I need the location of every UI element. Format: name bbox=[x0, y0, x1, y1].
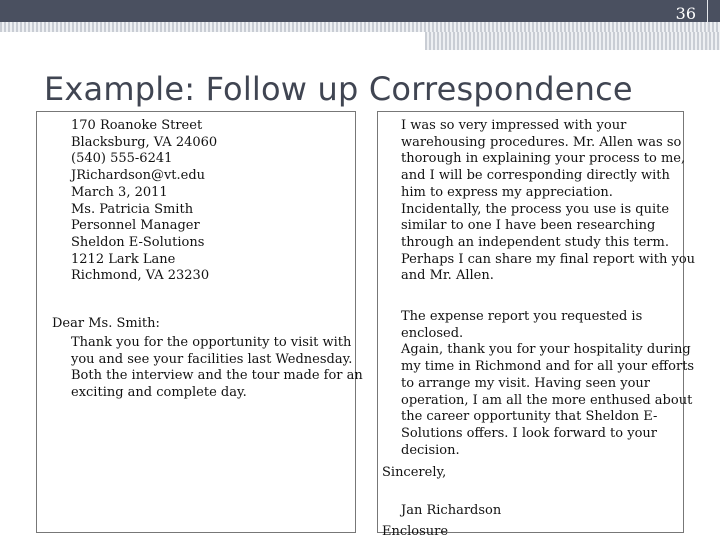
body-line: Solutions offers. I look forward to your bbox=[401, 425, 657, 441]
signature-name: Jan Richardson bbox=[401, 503, 502, 518]
address-line: Ms. Patricia Smith bbox=[71, 201, 194, 217]
body-line: similar to one I have been researching bbox=[401, 218, 656, 234]
body-line: him to express my appreciation. bbox=[401, 184, 613, 200]
body-line: operation, I am all the more enthused about bbox=[401, 392, 693, 408]
slide-top-bar bbox=[0, 0, 720, 22]
body-line: Perhaps I can share my final report with you bbox=[401, 251, 696, 267]
address-line: (540) 555-6241 bbox=[71, 151, 173, 167]
right-paragraph-1 bbox=[401, 118, 695, 285]
page-number: 36 bbox=[675, 4, 696, 23]
address-line: 170 Roanoke Street bbox=[71, 118, 203, 133]
address-line: 1212 Lark Lane bbox=[71, 251, 176, 267]
body-line: the career opportunity that Sheldon E- bbox=[401, 409, 658, 425]
body-line: you and see your facilities last Wednesday. bbox=[71, 351, 353, 367]
decorative-divider bbox=[707, 0, 708, 50]
body-line: decision. bbox=[401, 442, 460, 458]
address-line: Sheldon E-Solutions bbox=[71, 234, 205, 250]
body-line: Again, thank you for your hospitality during bbox=[401, 342, 691, 358]
body-line: warehousing procedures. Mr. Allen was so bbox=[401, 134, 682, 150]
slide-title: Example: Follow up Correspondence bbox=[44, 70, 633, 108]
right-paragraph-2 bbox=[401, 309, 694, 459]
address-line: JRichardson@vt.edu bbox=[71, 168, 206, 184]
body-line: exciting and complete day. bbox=[71, 385, 247, 401]
address-line: Personnel Manager bbox=[71, 218, 200, 234]
decorative-stripe-right bbox=[425, 32, 720, 50]
body-line: Thank you for the opportunity to visit with bbox=[71, 335, 352, 350]
body-line: to arrange my visit. Having seen your bbox=[401, 375, 650, 391]
body-line: enclosed. bbox=[401, 325, 464, 341]
body-line: through an independent study this term. bbox=[401, 234, 669, 250]
body-line: thorough in explaining your process to me, bbox=[401, 151, 686, 167]
salutation: Dear Ms. Smith: bbox=[52, 316, 160, 331]
closing: Sincerely, bbox=[382, 465, 447, 480]
address-line: March 3, 2011 bbox=[71, 184, 168, 200]
left-body-paragraph bbox=[71, 335, 363, 402]
body-line: Both the interview and the tour made for an bbox=[71, 368, 363, 384]
body-line: I was so very impressed with your bbox=[401, 118, 627, 133]
decorative-stripe bbox=[0, 22, 720, 32]
address-line: Richmond, VA 23230 bbox=[71, 268, 210, 284]
body-line: and I will be corresponding directly with bbox=[401, 168, 670, 184]
address-line: Blacksburg, VA 24060 bbox=[71, 134, 218, 150]
body-line: my time in Richmond and for all your efforts bbox=[401, 359, 695, 375]
address-block bbox=[71, 118, 217, 285]
body-line: The expense report you requested is bbox=[401, 309, 643, 324]
body-line: and Mr. Allen. bbox=[401, 268, 494, 284]
body-line: Incidentally, the process you use is quite bbox=[401, 201, 670, 217]
enclosure-note: Enclosure bbox=[382, 524, 449, 539]
